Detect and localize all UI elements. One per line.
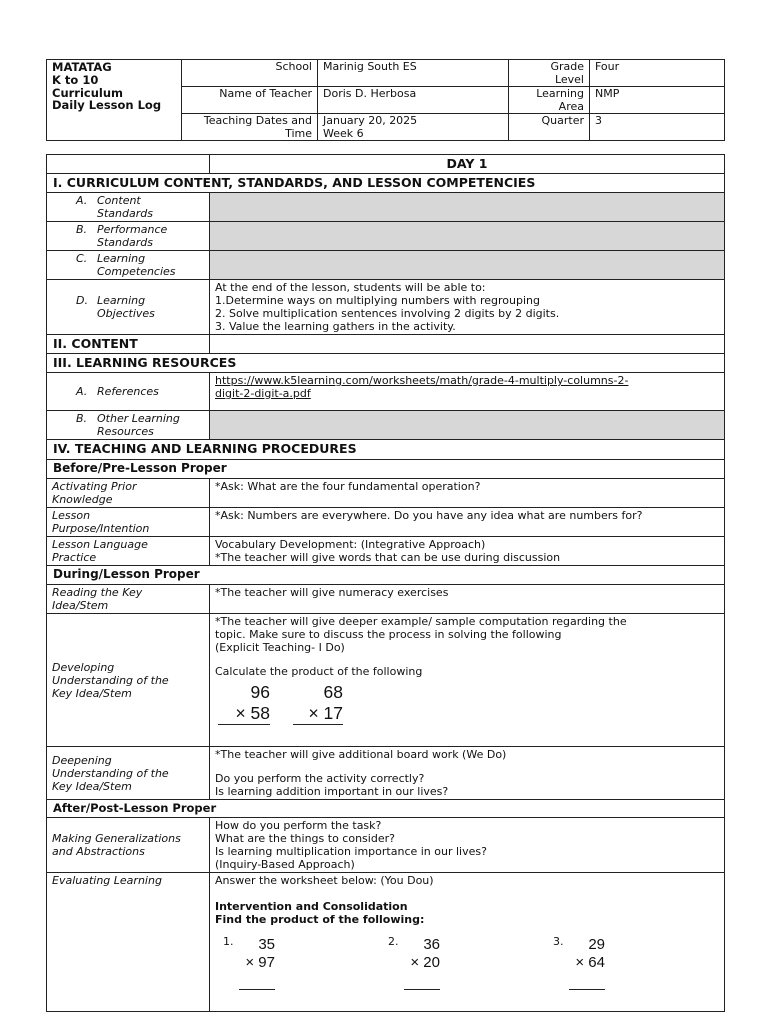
lesson-plan-table xyxy=(46,154,725,1012)
language-practice-label xyxy=(47,537,210,566)
references-label xyxy=(47,373,210,411)
text-line: (Explicit Teaching- I Do) xyxy=(215,641,345,654)
problem-number: 2. xyxy=(388,935,399,948)
content-standards-value xyxy=(210,193,725,222)
learning-objectives-value xyxy=(210,280,725,335)
dates-label xyxy=(182,114,318,141)
developing-understanding-value xyxy=(210,614,725,747)
label-line: Deepening xyxy=(52,753,112,767)
generalizations-label xyxy=(47,818,210,873)
worksheet-problem xyxy=(215,934,285,1004)
dates-label-line: Teaching Dates and xyxy=(203,114,312,127)
text-line: Intervention and Consolidation xyxy=(215,900,408,913)
item-letter: C. xyxy=(76,252,88,265)
area-label-line: Learning xyxy=(536,87,584,100)
reference-link-line: digit-2-digit-a.pdf xyxy=(215,387,311,400)
reading-key-idea-label xyxy=(47,585,210,614)
label-line: Understanding of the xyxy=(52,766,169,780)
during-lesson-header: During/Lesson Proper xyxy=(47,566,725,585)
multiplier: × 20 xyxy=(410,954,440,971)
text-line: topic. Make sure to discuss the process in solving the following xyxy=(215,628,562,641)
item-letter: B. xyxy=(76,223,88,236)
other-resources-value xyxy=(210,411,725,440)
label-line: Understanding of the xyxy=(52,673,169,687)
label-line: Learning xyxy=(97,294,146,307)
label-line: Reading the Key xyxy=(52,586,143,599)
text-line: Is learning addition important in our lives? xyxy=(215,785,449,798)
answer-line xyxy=(239,989,275,990)
worksheet-problem xyxy=(545,934,615,1004)
grade-label-line: Level xyxy=(554,73,584,86)
label-line: Competencies xyxy=(97,265,176,278)
section-procedures: IV. TEACHING AND LEARNING PROCEDURES xyxy=(47,440,725,460)
title-line: Curriculum xyxy=(52,85,124,100)
multiplier: × 58 xyxy=(218,703,270,725)
text-line: Is learning multiplication importance in our lives? xyxy=(215,845,487,858)
item-letter: D. xyxy=(76,294,88,307)
quarter-value: 3 xyxy=(590,114,725,141)
multiplicand: 68 xyxy=(323,682,343,702)
label-line: Performance xyxy=(97,223,168,236)
item-letter: B. xyxy=(76,412,88,425)
section-content: II. CONTENT xyxy=(47,335,210,354)
lesson-purpose-value: *Ask: Numbers are everywhere. Do you have any idea what are numbers for? xyxy=(210,508,725,537)
title-line: MATATAG xyxy=(52,60,112,74)
problem-number: 1. xyxy=(223,935,234,948)
day-header-blank xyxy=(47,155,210,174)
text-line: *The teacher will give words that can be use during discussion xyxy=(215,551,561,564)
multiplicand: 96 xyxy=(250,682,270,702)
grade-label xyxy=(509,60,590,87)
learning-competencies-label xyxy=(47,251,210,280)
item-letter: A. xyxy=(76,194,88,207)
evaluating-learning-label: Evaluating Learning xyxy=(47,873,210,1012)
activating-knowledge-value: *Ask: What are the four fundamental operation? xyxy=(210,479,725,508)
text-line: Calculate the product of the following xyxy=(215,665,423,678)
item-letter: A. xyxy=(76,385,88,398)
label-line: Lesson xyxy=(52,509,91,522)
text-line: *The teacher will give additional board work (We Do) xyxy=(215,748,507,761)
references-value xyxy=(210,373,725,411)
area-label-line: Area xyxy=(558,100,584,113)
text-line: How do you perform the task? xyxy=(215,819,382,832)
lesson-purpose-label xyxy=(47,508,210,537)
label-line: Learning xyxy=(97,252,146,265)
text-line: *The teacher will give deeper example/ sample computation regarding the xyxy=(215,615,627,628)
generalizations-value xyxy=(210,818,725,873)
objective-line: 1.Determine ways on multiplying numbers with regrouping xyxy=(215,294,540,307)
multiplicand: 35 xyxy=(258,936,275,953)
other-resources-label xyxy=(47,411,210,440)
multiplier: × 64 xyxy=(575,954,605,971)
day-header: DAY 1 xyxy=(210,155,725,174)
example-problem xyxy=(218,682,270,725)
teacher-label: Name of Teacher xyxy=(182,87,318,114)
answer-line xyxy=(569,989,605,990)
dates-value xyxy=(318,114,509,141)
learning-competencies-value xyxy=(210,251,725,280)
label-line: and Abstractions xyxy=(52,845,145,858)
grade-value: Four xyxy=(590,60,725,87)
performance-standards-label xyxy=(47,222,210,251)
header-table xyxy=(46,59,725,141)
label-line: Resources xyxy=(97,425,154,438)
multiplicand: 29 xyxy=(588,936,605,953)
area-value: NMP xyxy=(590,87,725,114)
text-line: Do you perform the activity correctly? xyxy=(215,772,425,785)
problem-body xyxy=(569,936,605,972)
label-line: Activating Prior xyxy=(52,480,137,493)
label-line: Objectives xyxy=(97,307,155,320)
school-label: School xyxy=(182,60,318,87)
after-lesson-header: After/Post-Lesson Proper xyxy=(47,800,725,818)
activating-knowledge-label xyxy=(47,479,210,508)
text-line: Vocabulary Development: (Integrative Approach) xyxy=(215,538,486,551)
problem-body xyxy=(239,936,275,972)
language-practice-value xyxy=(210,537,725,566)
objective-line: 3. Value the learning gathers in the activity. xyxy=(215,320,456,333)
lesson-log-title xyxy=(47,60,182,141)
deepening-understanding-value xyxy=(210,747,725,800)
label-line: Knowledge xyxy=(52,493,113,506)
deepening-understanding-label xyxy=(47,747,210,800)
title-line: K to 10 xyxy=(52,72,99,87)
evaluating-learning-value xyxy=(210,873,725,1012)
dates-value-line: January 20, 2025 xyxy=(323,114,418,127)
label-line: Idea/Stem xyxy=(52,599,109,612)
developing-understanding-label xyxy=(47,614,210,747)
worksheet-problem xyxy=(380,934,450,1004)
text-line: Find the product of the following: xyxy=(215,913,425,926)
label-line: Making Generalizations xyxy=(52,832,181,845)
before-lesson-header: Before/Pre-Lesson Proper xyxy=(47,460,725,479)
text-line: Answer the worksheet below: (You Dou) xyxy=(215,874,434,887)
label-line: Key Idea/Stem xyxy=(52,779,132,793)
multiplier: × 97 xyxy=(245,954,275,971)
reference-link[interactable] xyxy=(215,374,719,400)
label-line: Standards xyxy=(97,236,153,249)
content-standards-label xyxy=(47,193,210,222)
label-line: Developing xyxy=(52,660,115,674)
label-line: Practice xyxy=(52,551,97,564)
multiplier: × 17 xyxy=(293,703,343,725)
text-line: What are the things to consider? xyxy=(215,832,395,845)
grade-label-line: Grade xyxy=(550,60,584,73)
label-line: Standards xyxy=(97,207,153,220)
objective-line: At the end of the lesson, students will be able to: xyxy=(215,281,486,294)
multiplicand: 36 xyxy=(423,936,440,953)
quarter-label: Quarter xyxy=(509,114,590,141)
label-line: Lesson Language xyxy=(52,538,148,551)
label-line: Content xyxy=(97,194,141,207)
reading-key-idea-value: *The teacher will give numeracy exercises xyxy=(210,585,725,614)
worksheet-problems xyxy=(215,934,719,1006)
text-line: (Inquiry-Based Approach) xyxy=(215,858,355,871)
example-problem xyxy=(293,682,343,725)
problem-number: 3. xyxy=(553,935,564,948)
learning-objectives-label xyxy=(47,280,210,335)
section-resources: III. LEARNING RESOURCES xyxy=(47,354,725,373)
section-curriculum: I. CURRICULUM CONTENT, STANDARDS, AND LESSON COMPETENCIES xyxy=(47,174,725,193)
teacher-value: Doris D. Herbosa xyxy=(318,87,509,114)
dates-value-line: Week 6 xyxy=(323,127,364,140)
objective-line: 2. Solve multiplication sentences involving 2 digits by 2 digits. xyxy=(215,307,560,320)
section-content-value xyxy=(210,335,725,354)
dates-label-line: Time xyxy=(285,127,312,140)
example-problems xyxy=(215,682,719,734)
problem-body xyxy=(404,936,440,972)
reference-link-line: https://www.k5learning.com/worksheets/math/grade-4-multiply-columns-2- xyxy=(215,374,629,387)
label-line: Purpose/Intention xyxy=(52,522,150,535)
answer-line xyxy=(404,989,440,990)
school-value: Marinig South ES xyxy=(318,60,509,87)
performance-standards-value xyxy=(210,222,725,251)
label-line: Key Idea/Stem xyxy=(52,686,132,700)
title-line: Daily Lesson Log xyxy=(52,98,162,113)
area-label xyxy=(509,87,590,114)
label-line: References xyxy=(97,385,159,398)
label-line: Other Learning xyxy=(97,412,180,425)
